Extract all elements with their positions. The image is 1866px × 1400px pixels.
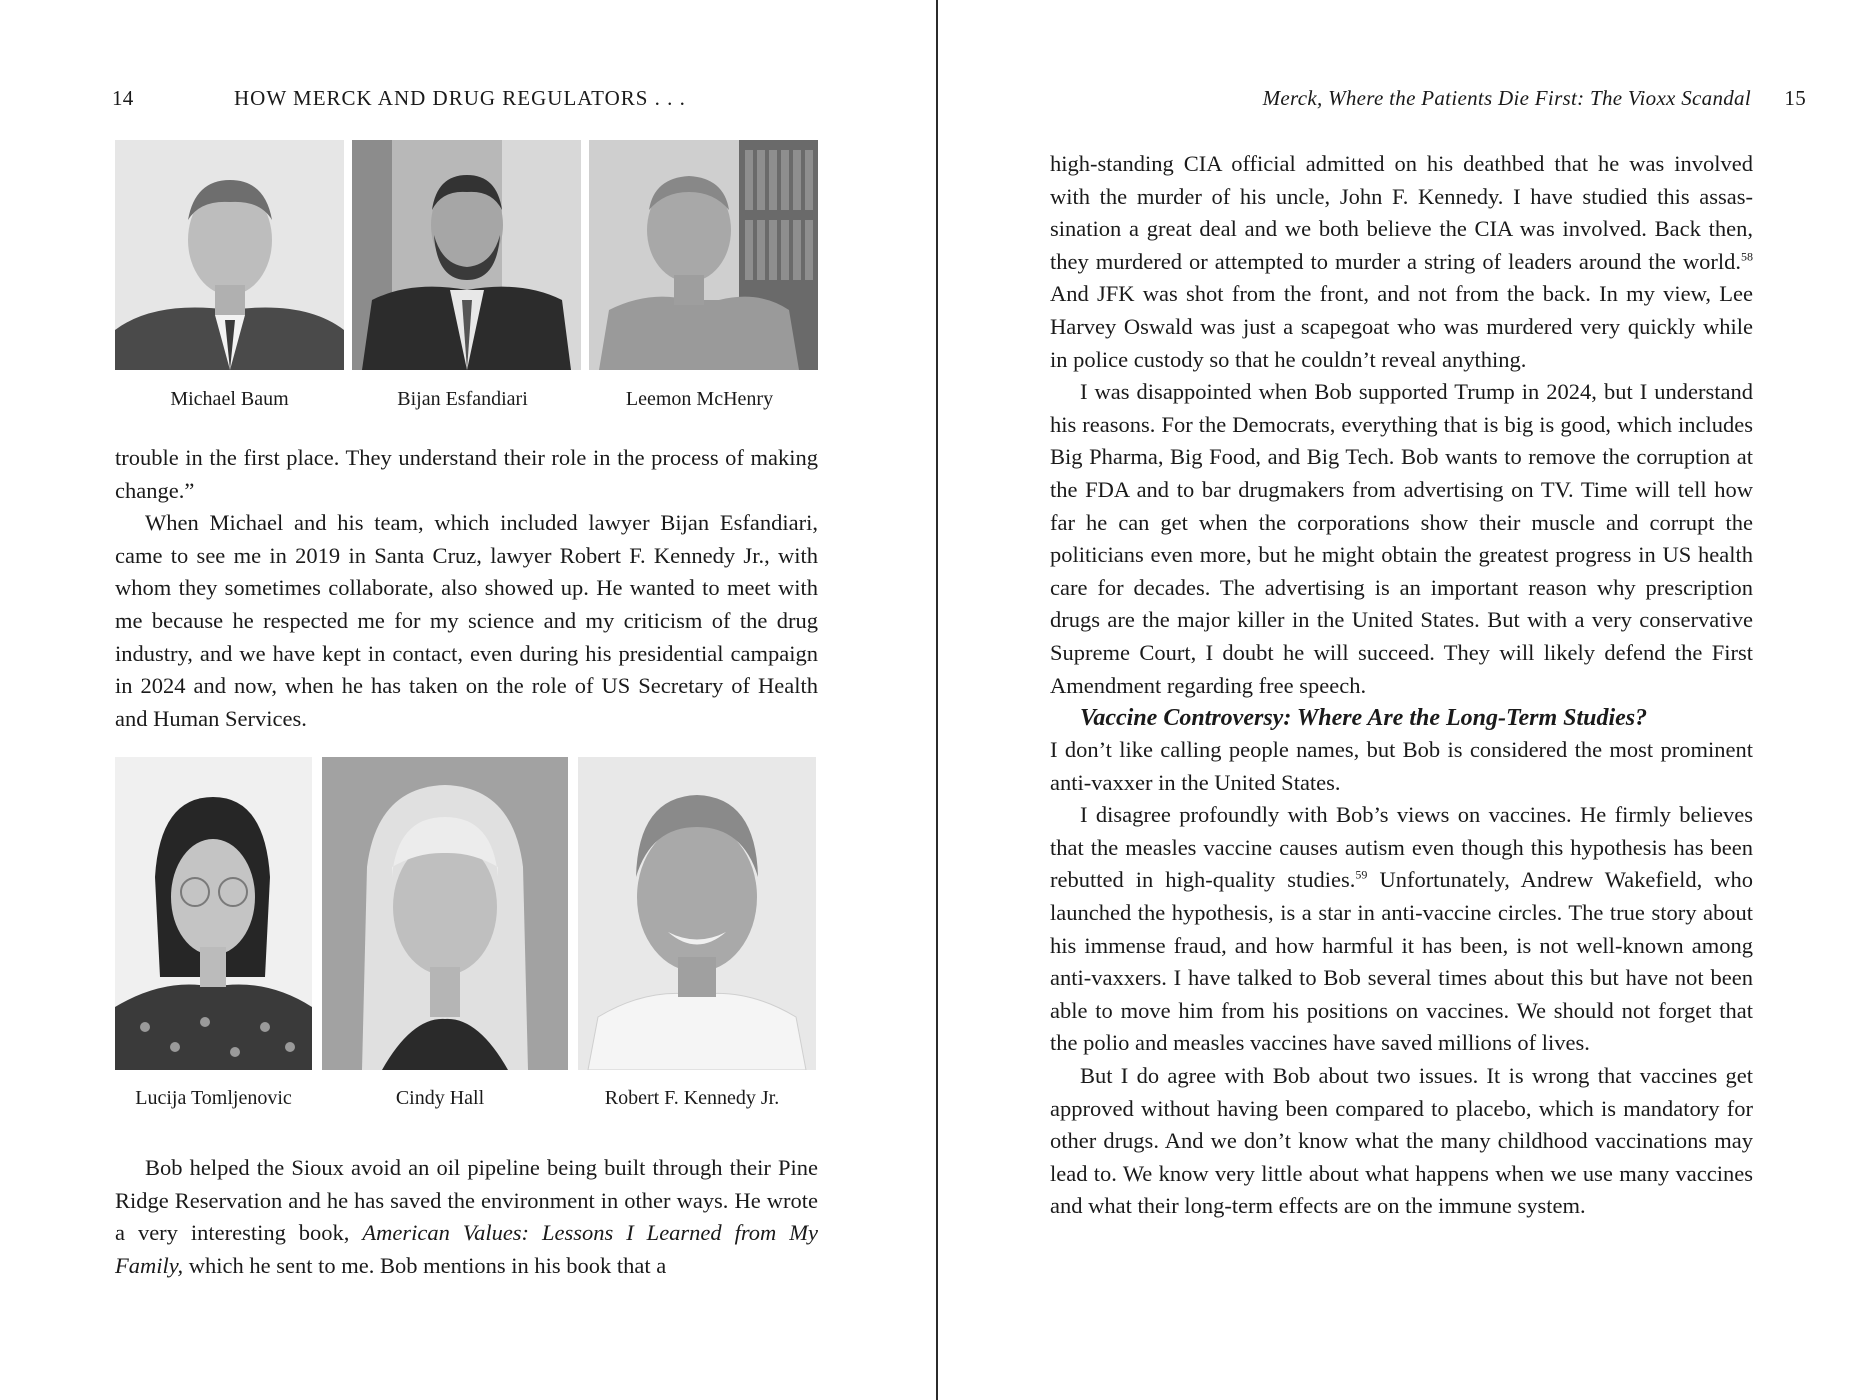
paragraph xyxy=(1050,148,1753,376)
page-number-left: 14 xyxy=(112,86,134,110)
photo-cindy-hall xyxy=(322,757,568,1070)
portrait-image xyxy=(115,140,344,370)
paragraph-text: high-standing CIA official admitted on his deathbed that he was involved with the murder of his uncle, John F. Kennedy. I have studied this assassination a great deal and we both believe the CIA was involved. Back then, they murdered or attempted to murder a string of leaders around the world. xyxy=(1050,151,1753,274)
photo-bijan-esfandiari xyxy=(352,140,581,370)
photo-robert-f-kennedy-jr xyxy=(578,757,816,1070)
caption-row-bottom xyxy=(115,1087,816,1110)
paragraph-text: which he sent to me. Bob mentions in his book that a xyxy=(183,1252,667,1278)
portrait-image xyxy=(589,140,818,370)
left-text-block-1 xyxy=(115,442,818,735)
caption-cindy-hall: Cindy Hall xyxy=(395,1087,485,1109)
right-text-block xyxy=(1050,148,1753,1223)
photo-row-top xyxy=(115,140,818,370)
section-heading: Vaccine Controversy: Where Are the Long-Term Studies? xyxy=(1080,705,1648,732)
portrait-image xyxy=(322,757,568,1070)
caption-lucija-tomljenovic: Lucija Tomljenovic xyxy=(135,1087,292,1109)
paragraph-text: Bob helped the Sioux avoid an oil pipeline being built through their Pine Ridge Reservation and he has saved the environment in other ways. He wrote a very interesting book, xyxy=(115,1155,818,1246)
paragraph: I was disappointed when Bob supported Trump in 2024, but I understand his reasons. For the Democrats, everything that is big is good, which includes Big Pharma, Big Food, and Big Tech. Bob wants to remove the corruption at the FDA and to bar drugmakers from advertising on TV. Time will tell how far he can get when the corporations show their muscle and corrupt the politicians even more, but he might obtain the greatest progress in US health care for decades. The advertising is an important reason why prescription drugs are the major killer in the United States. But with a very conservative Supreme Court, I doubt he will succeed. They will likely defend the First Amendment regarding free speech. xyxy=(1050,379,1753,698)
book-title: American Values: Lessons I Learned from My Family, xyxy=(115,1220,818,1278)
footnote-ref[interactable]: 59 xyxy=(1355,867,1368,882)
page-number-right: 15 xyxy=(1784,86,1806,110)
caption-leemon-mchenry: Leemon McHenry xyxy=(625,388,774,410)
paragraph-text: And JFK was shot from the front, and not from the back. In my view, Lee Harvey Oswald was just a scapegoat who was murdered very quickly while in police custody so that he couldn’t reveal anything. xyxy=(1050,281,1753,372)
paragraph xyxy=(115,1152,818,1282)
paragraph-text: Unfortunately, Andrew Wakefield, who launched the hypothesis, is a star in anti-vaccine circles. The true story about his immense fraud, and how harmful it has been, is not well-known among anti-vaxxers. I have talked to Bob several times about this but have not been able to move him from his positions on vaccines. We should not forget that the polio and measles vaccines have saved millions of lives. xyxy=(1050,867,1753,1056)
right-page xyxy=(938,0,1866,1400)
footnote-ref[interactable]: 58 xyxy=(1741,249,1753,264)
left-text-block-2 xyxy=(115,1152,818,1282)
caption-bijan-esfandiari: Bijan Esfandiari xyxy=(397,388,528,410)
portrait-image xyxy=(352,140,581,370)
portrait-image xyxy=(115,757,312,1070)
paragraph: When Michael and his team, which included lawyer Bijan Esfandiari, came to see me in 2019 in Santa Cruz, lawyer Robert F. Kennedy Jr., with whom they sometimes collaborate, also showed up. He wanted to meet with me because he respected me for my science and my criticism of the drug industry, and we have kept in contact, even during his presidential campaign in 2024 and now, when he has taken on the role of US Secretary of Health and Human Services. xyxy=(115,510,818,731)
running-head-left: HOW MERCK AND DRUG REGULATORS . . . xyxy=(234,86,686,110)
paragraph xyxy=(1050,799,1753,1060)
caption-row-top xyxy=(115,388,818,411)
caption-robert-f-kennedy-jr: Robert F. Kennedy Jr. xyxy=(604,1087,780,1109)
photo-row-bottom xyxy=(115,757,816,1070)
caption-michael-baum: Michael Baum xyxy=(170,388,289,410)
paragraph: I don’t like calling people names, but Bob is considered the most prominent anti-vaxxer in the United States. xyxy=(1050,737,1753,795)
paragraph: But I do agree with Bob about two issues. It is wrong that vaccines get approved without having been compared to placebo, which is mandatory for other drugs. And we don’t know what the many childhood vaccinations may lead to. We know very little about what happens when we use many vaccines and what their long-term effects are on the immune system. xyxy=(1050,1063,1753,1219)
portrait-image xyxy=(578,757,816,1070)
running-head-right: Merck, Where the Patients Die First: The Vioxx Scandal xyxy=(1262,86,1751,110)
paragraph: trouble in the first place. They understand their role in the process of making change.” xyxy=(115,445,818,503)
photo-leemon-mchenry xyxy=(589,140,818,370)
photo-michael-baum xyxy=(115,140,344,370)
paragraph-text: I disagree profoundly with Bob’s views on vaccines. He firmly believes that the measles vaccine causes autism even though this hypothesis has been rebutted in high-quality studies. xyxy=(1050,802,1753,893)
photo-lucija-tomljenovic xyxy=(115,757,312,1070)
